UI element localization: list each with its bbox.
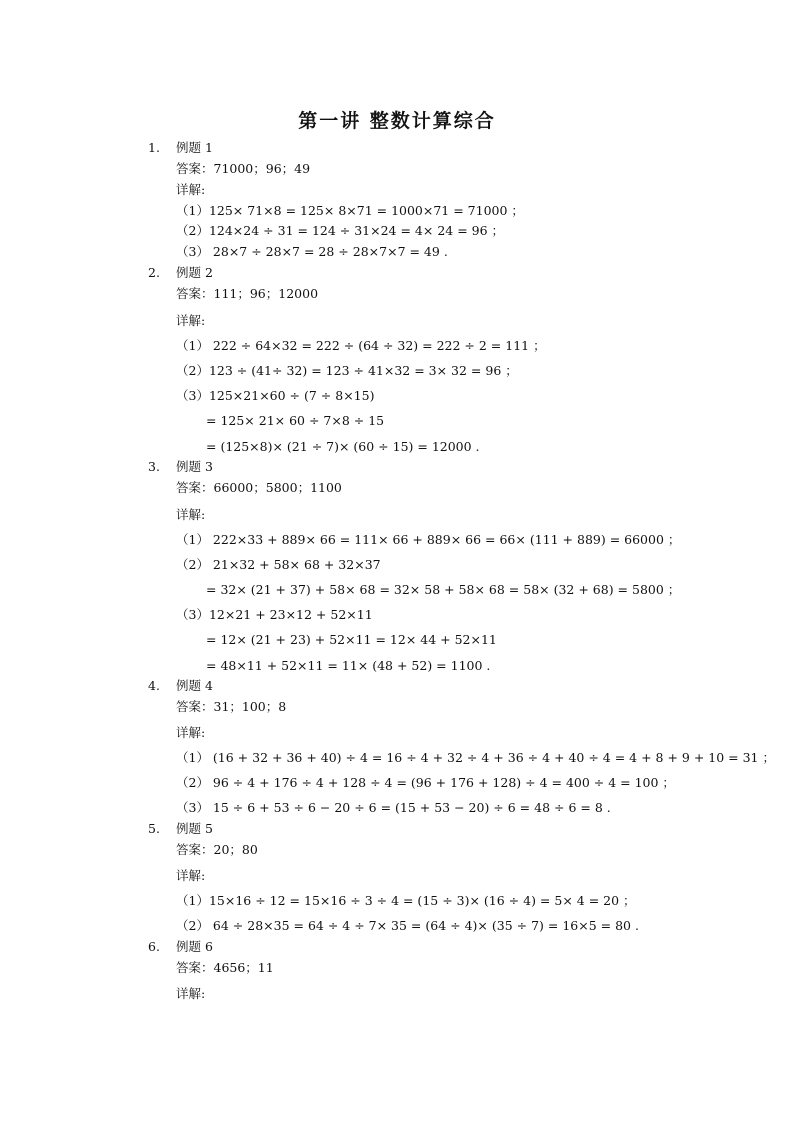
example-heading: 例题 5: [176, 821, 213, 836]
solution-step: （3） 15 ÷ 6 + 53 ÷ 6 − 20 ÷ 6 = (15 + 53 − 20) ÷ 6 = 48 ÷ 6 = 8 .: [176, 800, 611, 815]
solution-step: （1）125× 71×8 = 125× 8×71 = 1000×71 = 71000 ；: [176, 203, 524, 218]
solution-step: = 125× 21× 60 ÷ 7×8 ÷ 15: [206, 413, 385, 428]
example-number: 4.: [148, 678, 160, 693]
solution-step: （1）15×16 ÷ 12 = 15×16 ÷ 3 ÷ 4 = (15 ÷ 3)× (16 ÷ 4) = 5× 4 = 20 ；: [176, 893, 636, 908]
detail-label: 详解:: [176, 507, 206, 522]
solution-step: （1） (16 + 32 + 36 + 40) ÷ 4 = 16 ÷ 4 + 32 ÷ 4 + 36 ÷ 4 + 40 ÷ 4 = 4 + 8 + 9 + 10 = 31 ；: [176, 750, 775, 765]
solution-step: = 48×11 + 52×11 = 11× (48 + 52) = 1100 .: [206, 658, 491, 673]
example-number: 5.: [148, 821, 160, 836]
detail-label: 详解:: [176, 725, 206, 740]
solution-step: （3）125×21×60 ÷ (7 ÷ 8×15): [176, 388, 375, 403]
solution-step: = 32× (21 + 37) + 58× 68 = 32× 58 + 58× 68 = 58× (32 + 68) = 5800 ；: [206, 582, 681, 597]
example-heading: 例题 2: [176, 265, 213, 280]
example-number: 6.: [148, 939, 160, 954]
solution-step: = (125×8)× (21 ÷ 7)× (60 ÷ 15) = 12000 .: [206, 439, 480, 454]
answer-line: 答案：4656；11: [176, 960, 274, 975]
answer-line: 答案：20；80: [176, 842, 258, 857]
page-title: 第一讲 整数计算综合: [298, 110, 496, 132]
example-number: 1.: [148, 140, 160, 155]
answer-line: 答案：66000；5800；1100: [176, 480, 342, 495]
solution-step: （2） 64 ÷ 28×35 = 64 ÷ 4 ÷ 7× 35 = (64 ÷ 4)× (35 ÷ 7) = 16×5 = 80 .: [176, 918, 639, 933]
example-number: 2.: [148, 265, 160, 280]
solution-step: （1） 222 ÷ 64×32 = 222 ÷ (64 ÷ 32) = 222 ÷ 2 = 111 ；: [176, 338, 546, 353]
solution-step: （2）123 ÷ (41÷ 32) = 123 ÷ 41×32 = 3× 32 = 96 ；: [176, 363, 518, 378]
solution-step: （2） 96 ÷ 4 + 176 ÷ 4 + 128 ÷ 4 = (96 + 176 + 128) ÷ 4 = 400 ÷ 4 = 100 ；: [176, 775, 675, 790]
answer-line: 答案：111；96；12000: [176, 286, 319, 301]
detail-label: 详解:: [176, 182, 206, 197]
solution-step: （2） 21×32 + 58× 68 + 32×37: [176, 557, 381, 572]
solution-step: （3） 28×7 ÷ 28×7 = 28 ÷ 28×7×7 = 49 .: [176, 244, 448, 259]
solution-step: = 12× (21 + 23) + 52×11 = 12× 44 + 52×11: [206, 632, 497, 647]
solution-step: （1） 222×33 + 889× 66 = 111× 66 + 889× 66 = 66× (111 + 889) = 66000 ；: [176, 532, 681, 547]
detail-label: 详解:: [176, 986, 206, 1001]
example-heading: 例题 6: [176, 939, 213, 954]
example-heading: 例题 1: [176, 140, 213, 155]
example-heading: 例题 4: [176, 678, 213, 693]
solution-step: （2）124×24 ÷ 31 = 124 ÷ 31×24 = 4× 24 = 96 ；: [176, 223, 505, 238]
detail-label: 详解:: [176, 868, 206, 883]
example-heading: 例题 3: [176, 459, 213, 474]
detail-label: 详解:: [176, 313, 206, 328]
answer-line: 答案：31；100；8: [176, 699, 287, 714]
solution-step: （3）12×21 + 23×12 + 52×11: [176, 607, 373, 622]
example-number: 3.: [148, 459, 160, 474]
answer-line: 答案：71000；96；49: [176, 161, 311, 176]
